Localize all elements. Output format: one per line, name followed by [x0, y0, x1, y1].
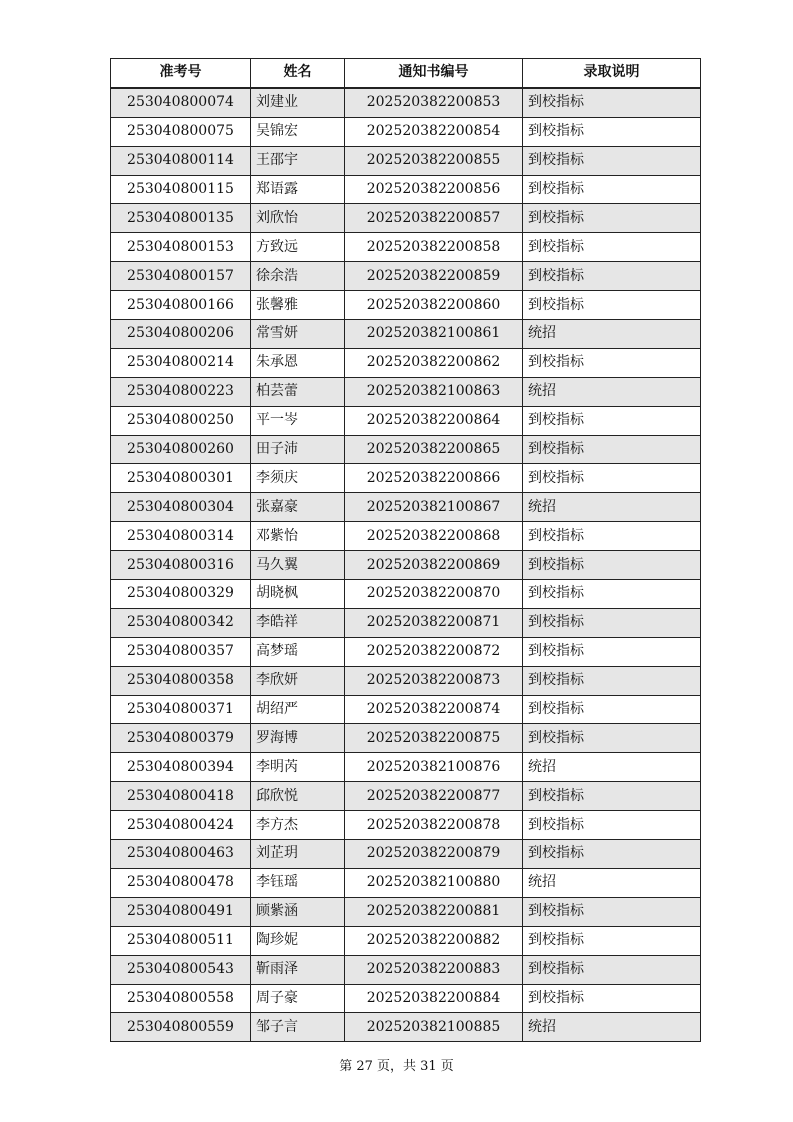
cell-admission-note: 统招	[523, 377, 701, 406]
table-row	[111, 88, 701, 117]
cell-notice-number: 202520382200855	[345, 146, 523, 175]
cell-exam-number: 253040800115	[111, 175, 251, 204]
cell-name: 徐余浩	[251, 262, 345, 291]
cell-name: 李须庆	[251, 464, 345, 493]
cell-name: 田子沛	[251, 435, 345, 464]
page-footer: 第 27 页，共 31 页	[339, 1059, 454, 1074]
cell-exam-number: 253040800491	[111, 897, 251, 926]
cell-notice-number: 202520382200869	[345, 551, 523, 580]
cell-exam-number: 253040800316	[111, 551, 251, 580]
table-row	[111, 1013, 701, 1042]
table-row	[111, 377, 701, 406]
cell-notice-number: 202520382100867	[345, 493, 523, 522]
cell-admission-note: 到校指标	[523, 666, 701, 695]
cell-exam-number: 253040800153	[111, 233, 251, 262]
cell-exam-number: 253040800135	[111, 204, 251, 233]
cell-notice-number: 202520382200857	[345, 204, 523, 233]
cell-name: 方致远	[251, 233, 345, 262]
cell-admission-note: 到校指标	[523, 464, 701, 493]
table-row	[111, 868, 701, 897]
table-row	[111, 608, 701, 637]
cell-name: 靳雨泽	[251, 955, 345, 984]
table-row	[111, 984, 701, 1013]
cell-exam-number: 253040800260	[111, 435, 251, 464]
cell-exam-number: 253040800559	[111, 1013, 251, 1042]
cell-notice-number: 202520382200854	[345, 117, 523, 146]
table-row	[111, 955, 701, 984]
cell-admission-note: 到校指标	[523, 926, 701, 955]
cell-name: 柏芸蕾	[251, 377, 345, 406]
cell-name: 常雪妍	[251, 320, 345, 349]
cell-notice-number: 202520382200874	[345, 695, 523, 724]
cell-notice-number: 202520382100876	[345, 753, 523, 782]
table-row	[111, 204, 701, 233]
table-row	[111, 897, 701, 926]
table-row	[111, 782, 701, 811]
cell-name: 张嘉豪	[251, 493, 345, 522]
cell-notice-number: 202520382200862	[345, 348, 523, 377]
cell-admission-note: 到校指标	[523, 984, 701, 1013]
cell-admission-note: 统招	[523, 1013, 701, 1042]
table-row	[111, 406, 701, 435]
cell-notice-number: 202520382100861	[345, 320, 523, 349]
table-row	[111, 840, 701, 869]
cell-notice-number: 202520382200856	[345, 175, 523, 204]
cell-name: 李明芮	[251, 753, 345, 782]
cell-admission-note: 到校指标	[523, 608, 701, 637]
cell-name: 平一岑	[251, 406, 345, 435]
cell-exam-number: 253040800463	[111, 840, 251, 869]
table-header-row	[111, 59, 701, 88]
cell-name: 朱承恩	[251, 348, 345, 377]
cell-name: 胡晓枫	[251, 580, 345, 609]
cell-name: 邹子言	[251, 1013, 345, 1042]
table-row	[111, 551, 701, 580]
cell-name: 李欣妍	[251, 666, 345, 695]
cell-admission-note: 到校指标	[523, 551, 701, 580]
cell-exam-number: 253040800166	[111, 291, 251, 320]
cell-admission-note: 到校指标	[523, 175, 701, 204]
cell-exam-number: 253040800543	[111, 955, 251, 984]
cell-admission-note: 到校指标	[523, 955, 701, 984]
table-row	[111, 580, 701, 609]
cell-name: 陶珍妮	[251, 926, 345, 955]
cell-name: 吴锦宏	[251, 117, 345, 146]
cell-exam-number: 253040800342	[111, 608, 251, 637]
cell-notice-number: 202520382200882	[345, 926, 523, 955]
cell-name: 刘建业	[251, 88, 345, 117]
table-row	[111, 233, 701, 262]
cell-exam-number: 253040800379	[111, 724, 251, 753]
cell-name: 刘芷玥	[251, 840, 345, 869]
cell-admission-note: 到校指标	[523, 262, 701, 291]
cell-exam-number: 253040800357	[111, 637, 251, 666]
cell-name: 邱欣悦	[251, 782, 345, 811]
cell-notice-number: 202520382100863	[345, 377, 523, 406]
cell-exam-number: 253040800478	[111, 868, 251, 897]
table-row	[111, 666, 701, 695]
cell-admission-note: 到校指标	[523, 580, 701, 609]
table-row	[111, 926, 701, 955]
cell-exam-number: 253040800223	[111, 377, 251, 406]
cell-name: 郑语露	[251, 175, 345, 204]
cell-name: 王邵宇	[251, 146, 345, 175]
cell-name: 马久翼	[251, 551, 345, 580]
cell-name: 李皓祥	[251, 608, 345, 637]
cell-notice-number: 202520382200875	[345, 724, 523, 753]
cell-name: 胡绍严	[251, 695, 345, 724]
cell-exam-number: 253040800394	[111, 753, 251, 782]
cell-notice-number: 202520382200865	[345, 435, 523, 464]
cell-exam-number: 253040800214	[111, 348, 251, 377]
cell-exam-number: 253040800206	[111, 320, 251, 349]
cell-admission-note: 到校指标	[523, 840, 701, 869]
table-row	[111, 753, 701, 782]
cell-name: 刘欣怡	[251, 204, 345, 233]
cell-exam-number: 253040800314	[111, 522, 251, 551]
cell-admission-note: 到校指标	[523, 117, 701, 146]
cell-exam-number: 253040800075	[111, 117, 251, 146]
cell-admission-note: 到校指标	[523, 897, 701, 926]
cell-notice-number: 202520382200864	[345, 406, 523, 435]
cell-admission-note: 到校指标	[523, 522, 701, 551]
table-row	[111, 175, 701, 204]
cell-notice-number: 202520382100880	[345, 868, 523, 897]
cell-admission-note: 统招	[523, 753, 701, 782]
cell-notice-number: 202520382200884	[345, 984, 523, 1013]
table-row	[111, 291, 701, 320]
cell-notice-number: 202520382200870	[345, 580, 523, 609]
cell-exam-number: 253040800358	[111, 666, 251, 695]
cell-notice-number: 202520382200859	[345, 262, 523, 291]
cell-exam-number: 253040800250	[111, 406, 251, 435]
cell-exam-number: 253040800114	[111, 146, 251, 175]
cell-notice-number: 202520382100885	[345, 1013, 523, 1042]
cell-admission-note: 到校指标	[523, 146, 701, 175]
cell-notice-number: 202520382200853	[345, 88, 523, 117]
table-row	[111, 146, 701, 175]
cell-notice-number: 202520382200877	[345, 782, 523, 811]
cell-admission-note: 统招	[523, 493, 701, 522]
table-row	[111, 464, 701, 493]
cell-admission-note: 到校指标	[523, 348, 701, 377]
cell-notice-number: 202520382200860	[345, 291, 523, 320]
header-exam-number: 准考号	[111, 59, 251, 88]
cell-notice-number: 202520382200858	[345, 233, 523, 262]
table-row	[111, 695, 701, 724]
header-notice-number: 通知书编号	[345, 59, 523, 88]
cell-admission-note: 到校指标	[523, 291, 701, 320]
cell-admission-note: 到校指标	[523, 406, 701, 435]
cell-admission-note: 到校指标	[523, 782, 701, 811]
table-row	[111, 522, 701, 551]
cell-exam-number: 253040800074	[111, 88, 251, 117]
cell-notice-number: 202520382200873	[345, 666, 523, 695]
cell-admission-note: 统招	[523, 320, 701, 349]
cell-exam-number: 253040800301	[111, 464, 251, 493]
cell-exam-number: 253040800157	[111, 262, 251, 291]
table-row	[111, 262, 701, 291]
table-row	[111, 811, 701, 840]
cell-exam-number: 253040800424	[111, 811, 251, 840]
table-row	[111, 493, 701, 522]
cell-admission-note: 到校指标	[523, 695, 701, 724]
cell-notice-number: 202520382200868	[345, 522, 523, 551]
cell-exam-number: 253040800329	[111, 580, 251, 609]
cell-name: 顾紫涵	[251, 897, 345, 926]
table-row	[111, 117, 701, 146]
cell-exam-number: 253040800418	[111, 782, 251, 811]
cell-admission-note: 到校指标	[523, 233, 701, 262]
cell-name: 周子豪	[251, 984, 345, 1013]
cell-admission-note: 到校指标	[523, 637, 701, 666]
cell-exam-number: 253040800511	[111, 926, 251, 955]
cell-admission-note: 到校指标	[523, 811, 701, 840]
cell-notice-number: 202520382200871	[345, 608, 523, 637]
cell-notice-number: 202520382200883	[345, 955, 523, 984]
cell-admission-note: 到校指标	[523, 88, 701, 117]
header-name: 姓名	[251, 59, 345, 88]
cell-name: 李方杰	[251, 811, 345, 840]
table-row	[111, 435, 701, 464]
table-row	[111, 724, 701, 753]
table-body	[111, 88, 701, 1042]
header-admission-note: 录取说明	[523, 59, 701, 88]
table-row	[111, 320, 701, 349]
table-row	[111, 348, 701, 377]
cell-notice-number: 202520382200881	[345, 897, 523, 926]
cell-name: 邓紫怡	[251, 522, 345, 551]
cell-admission-note: 到校指标	[523, 435, 701, 464]
cell-notice-number: 202520382200872	[345, 637, 523, 666]
cell-name: 罗海博	[251, 724, 345, 753]
cell-notice-number: 202520382200879	[345, 840, 523, 869]
table-row	[111, 637, 701, 666]
admission-table	[110, 58, 701, 1042]
cell-exam-number: 253040800304	[111, 493, 251, 522]
cell-exam-number: 253040800558	[111, 984, 251, 1013]
cell-name: 李钰瑶	[251, 868, 345, 897]
cell-admission-note: 到校指标	[523, 204, 701, 233]
admission-table-container	[110, 58, 700, 1042]
cell-admission-note: 统招	[523, 868, 701, 897]
cell-name: 高梦瑶	[251, 637, 345, 666]
cell-notice-number: 202520382200878	[345, 811, 523, 840]
cell-notice-number: 202520382200866	[345, 464, 523, 493]
cell-admission-note: 到校指标	[523, 724, 701, 753]
cell-name: 张馨雅	[251, 291, 345, 320]
cell-exam-number: 253040800371	[111, 695, 251, 724]
